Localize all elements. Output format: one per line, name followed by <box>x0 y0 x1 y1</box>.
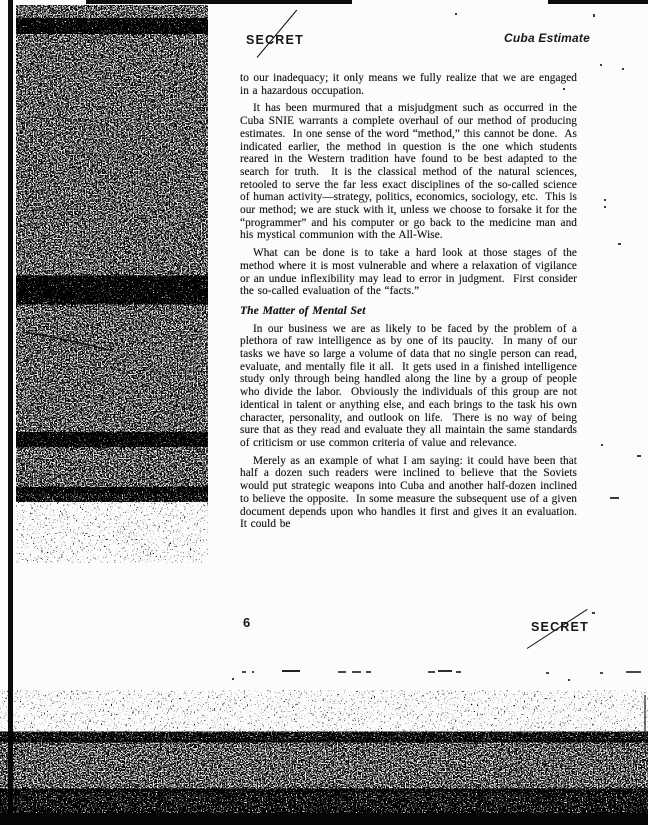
scan-speck <box>604 206 606 208</box>
scan-dash <box>428 671 435 673</box>
scan-dash <box>546 672 549 674</box>
scan-speck <box>592 612 595 614</box>
scan-dash <box>600 672 603 674</box>
scan-speck <box>600 64 602 66</box>
scan-dash <box>438 670 452 672</box>
scan-dash <box>352 671 361 673</box>
scan-speck <box>618 243 621 245</box>
scan-speck <box>601 444 603 446</box>
scan-speck <box>455 13 457 15</box>
body-paragraph-4: In our business we are as likely to be faced by the problem of a plethora of raw intelligence as by one of its paucity. In many of our tasks we have so large a volume of data that no single person can read, evaluate, and mentally file it all. It gets used in a finished intelligence study only through being handled along the line by a group of people who divide the labor. Obviously the individuals of this group are not identical in talent or anything else, and each brings to the task his own character, personality, and outlook on life. There is no way of being sure that as they read and evaluate they all maintain the same standards of criticism or use common criteria of value and relevance. <box>240 322 581 449</box>
scan-dash <box>242 671 246 673</box>
scan-dash <box>366 671 371 673</box>
scan-speck <box>637 455 641 457</box>
scan-dash <box>338 671 346 673</box>
scan-speck <box>610 497 619 499</box>
header-classification-stamp: SECRET <box>246 33 304 47</box>
left-scan-noise-band <box>16 5 208 563</box>
section-heading: The Matter of Mental Set <box>240 303 366 317</box>
scan-dash <box>282 670 300 672</box>
scan-dash <box>456 671 461 673</box>
body-paragraph-3: What can be done is to take a hard look at those stages of the method where it is most vulnerable and where a relaxation of vigilance or an undue inflexibility may lead to error in judgment. First consider the so-called evaluation of the “facts.” <box>240 247 581 298</box>
doc-title: Cuba Estimate <box>504 31 590 45</box>
scan-dash <box>252 671 254 673</box>
body-text-column <box>240 72 585 536</box>
body-paragraph-1: to our inadequacy; it only means we fully realize that we are engaged in a hazardous occupation. <box>240 72 581 97</box>
scan-speck <box>604 199 606 201</box>
scan-dash <box>626 671 641 673</box>
bottom-scan-noise-band <box>0 690 648 825</box>
scan-speck <box>568 679 570 681</box>
top-scan-bar-right <box>548 0 648 4</box>
scan-speck <box>232 678 234 680</box>
scan-speck <box>622 68 624 70</box>
bottom-scan-black-bar <box>0 813 648 825</box>
right-scan-edge-mark <box>644 695 646 753</box>
body-paragraph-5: Merely as an example of what I am saying: it could have been that half a dozen such readers were inclined to believe that the Soviets would put strategic weapons into Cuba and another half-dozen inclined to believe the opposite. In some measure the subsequent use of a given document depends upon who handles it first and gives it an evaluation. It could be <box>240 454 585 531</box>
footer-classification-stamp: SECRET <box>531 620 589 634</box>
body-paragraph-2: It has been murmured that a misjudgment such as occurred in the Cuba SNIE warrants a complete overhaul of our method of producing estimates. In one sense of the word “method,” this cannot be done. As indicated earlier, the method in question is the one which students reared in the Western tradition have found to be best adapted to the search for truth. It is the classical method of the natural sciences, retooled to serve the far less exact disciplines of the so-called science of human activity—strategy, politics, economics, sociology, etc. This is our method; we are stuck with it, unless we choose to forsake it for the “programmer” and his computer or go back to the medicine man and his mystical communion with the All-Wise. <box>240 102 581 242</box>
footer-page-number: 6 <box>243 615 251 630</box>
scan-speck <box>593 14 595 17</box>
top-scan-bar-left <box>86 0 352 4</box>
